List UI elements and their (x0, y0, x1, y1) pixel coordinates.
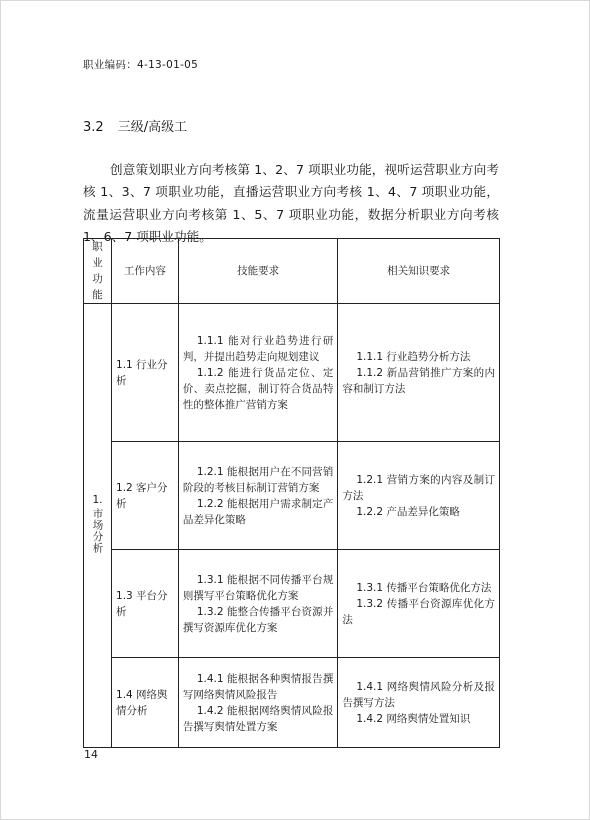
page-number: 14 (84, 748, 98, 761)
intro-paragraph: 创意策划职业方向考核第 1、2、7 项职业功能，视听运营职业方向考核 1、3、7 项职业功能，直播运营职业方向考核 1、4、7 项职业功能，流量运营职业方向考核第 1、5、7 项职业功能，数据分析职业方向考核 1、6、7 项职业功能。 (83, 161, 499, 245)
skill-cell (178, 550, 338, 658)
section-title: 三级/高级工 (117, 120, 188, 135)
header-knowledge: 相关知识要求 (338, 239, 500, 304)
table-row (84, 304, 500, 442)
skill-item: 1.3.1 能根据不同传播平台规则撰写平台策略优化方案 (182, 573, 334, 602)
knowledge-item: 1.3.1 传播平台策略优化方法 (356, 581, 492, 594)
header-function: 职业功能 (84, 239, 112, 304)
knowledge-item: 1.2.1 营销方案的内容及制订方法 (342, 473, 495, 502)
skill-cell (178, 658, 338, 748)
table-row (84, 550, 500, 658)
function-name: 市场分析 (91, 508, 104, 554)
skill-item: 1.1.2 能进行货品定位、定价、卖点挖掘，制订符合货品特性的整体推广营销方案 (182, 366, 334, 411)
work-content: 1.4 网络舆情分析 (112, 658, 179, 748)
work-content: 1.2 客户分析 (112, 442, 179, 550)
skill-item: 1.2.2 能根据用户需求制定产品差异化策略 (182, 497, 334, 526)
occupation-code: 职业编码：4-13-01-05 (83, 59, 199, 71)
knowledge-item: 1.3.2 传播平台资源库优化方法 (342, 597, 495, 626)
skill-item: 1.2.1 能根据用户在不同营销阶段的考核目标制订营销方案 (182, 465, 334, 494)
knowledge-item: 1.1.1 行业趋势分析方法 (356, 350, 471, 363)
header-work: 工作内容 (112, 239, 179, 304)
knowledge-item: 1.4.1 网络舆情风险分析及报告撰写方法 (342, 680, 495, 709)
function-cell (84, 304, 112, 748)
skill-item: 1.4.2 能根据网络舆情风险报告撰写舆情处置方案 (182, 704, 334, 733)
knowledge-item: 1.1.2 新品营销推广方案的内容和制订方法 (342, 366, 495, 395)
work-content: 1.1 行业分析 (112, 304, 179, 442)
skill-item: 1.3.2 能整合传播平台资源并撰写资源库优化方案 (182, 605, 334, 634)
knowledge-cell (338, 550, 500, 658)
section-number: 3.2 (83, 120, 104, 135)
work-content: 1.3 平台分析 (112, 550, 179, 658)
knowledge-cell (338, 658, 500, 748)
table-row (84, 658, 500, 748)
knowledge-item: 1.4.2 网络舆情处置知识 (356, 712, 471, 725)
knowledge-item: 1.2.2 产品差异化策略 (356, 505, 460, 518)
skill-cell (178, 304, 338, 442)
skill-item: 1.1.1 能对行业趋势进行研判，并提出趋势走向规划建议 (182, 334, 334, 363)
header-skills: 技能要求 (178, 239, 338, 304)
skill-item: 1.4.1 能根据各种舆情报告撰写网络舆情风险报告 (182, 672, 334, 701)
knowledge-cell (338, 304, 500, 442)
section-heading (83, 116, 187, 135)
skills-table (83, 238, 500, 748)
function-number: 1. (92, 494, 103, 506)
table-row (84, 442, 500, 550)
skill-cell (178, 442, 338, 550)
knowledge-cell (338, 442, 500, 550)
table-header-row (84, 239, 500, 304)
